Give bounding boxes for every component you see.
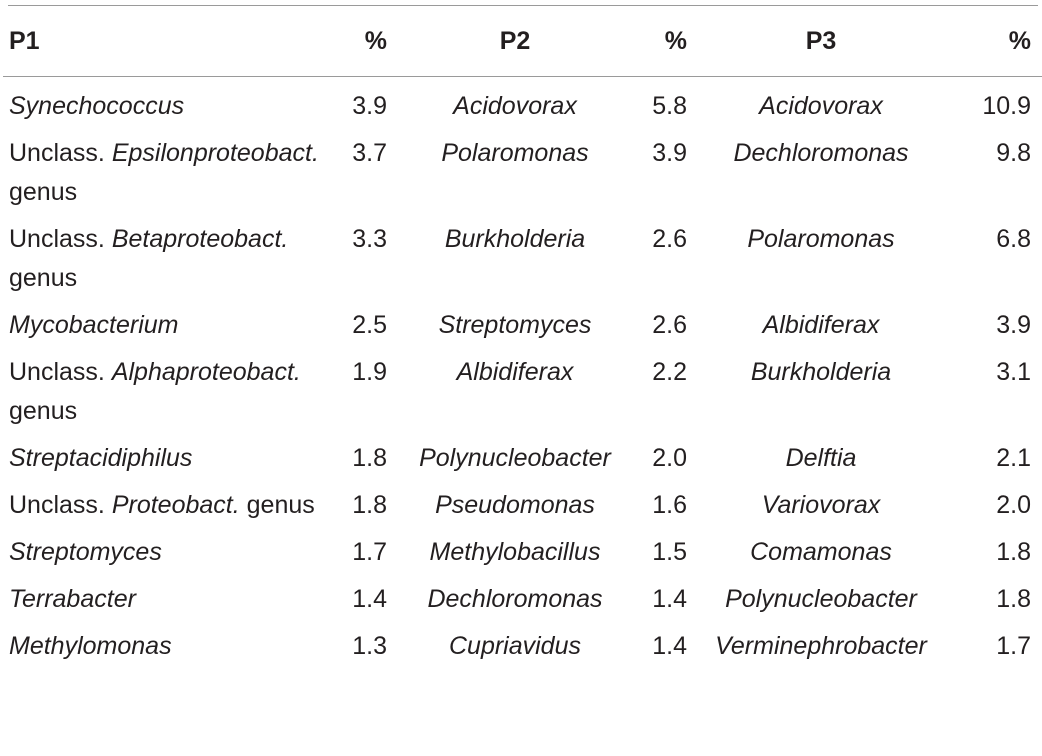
table-row (3, 220, 1042, 306)
cell-p3-percent: 1.8 (996, 585, 1031, 613)
genus-prefix: Unclass. (9, 139, 105, 167)
table-row (3, 353, 1042, 439)
genus-suffix: genus (9, 264, 78, 292)
cell-p1-percent: 3.3 (352, 225, 387, 253)
cell-p3-percent: 2.0 (996, 491, 1031, 519)
genus-prefix: Unclass. (9, 225, 105, 253)
cell-p3-genus: Comamonas (750, 538, 892, 566)
cell-p1-percent: 1.3 (352, 632, 387, 660)
cell-p2-percent: 3.9 (652, 139, 687, 167)
header-p3: P3 (691, 6, 951, 77)
cell-p1-percent: 3.7 (352, 139, 387, 167)
cell-p2-genus: Dechloromonas (427, 585, 603, 613)
header-p1: P1 (3, 6, 325, 77)
cell-p3-genus: Delftia (785, 444, 857, 472)
cell-p2-percent: 1.5 (652, 538, 687, 566)
cell-p3-percent: 6.8 (996, 225, 1031, 253)
genus-prefix: Unclass. (9, 491, 105, 519)
cell-p1-percent: 1.9 (352, 358, 387, 386)
cell-p1-percent: 1.8 (352, 491, 387, 519)
genus-prefix: Unclass. (9, 358, 105, 386)
cell-p3-genus: Acidovorax (759, 92, 883, 120)
cell-p2-percent: 1.6 (652, 491, 687, 519)
cell-p3-genus: Albidiferax (762, 311, 880, 339)
cell-p2-genus: Polaromonas (441, 139, 589, 167)
header-row (3, 6, 1042, 77)
cell-p1-percent: 1.4 (352, 585, 387, 613)
cell-p1-percent: 3.9 (352, 92, 387, 120)
genus-name: Epsilonproteobact. (111, 139, 319, 167)
cell-p3-genus: Burkholderia (750, 358, 892, 386)
cell-p3-genus: Polynucleobacter (725, 585, 917, 613)
table-row (3, 134, 1042, 220)
header-pct-p1: % (325, 6, 393, 77)
cell-p1-genus (3, 134, 325, 220)
cell-p2-genus: Pseudomonas (435, 491, 595, 519)
table-row (3, 486, 1042, 533)
cell-p1-percent: 2.5 (352, 311, 387, 339)
genus-name: Synechococcus (9, 92, 185, 120)
cell-p1-genus (3, 77, 325, 135)
cell-p2-genus: Acidovorax (453, 92, 577, 120)
cell-p2-percent: 5.8 (652, 92, 687, 120)
cell-p3-percent: 3.1 (996, 358, 1031, 386)
cell-p1-genus (3, 627, 325, 674)
cell-p1-genus (3, 306, 325, 353)
cell-p2-percent: 1.4 (652, 585, 687, 613)
cell-p2-percent: 2.2 (652, 358, 687, 386)
genera-abundance-table (3, 6, 1042, 674)
cell-p1-percent: 1.8 (352, 444, 387, 472)
header-p2: P2 (393, 6, 637, 77)
cell-p3-percent: 1.7 (996, 632, 1031, 660)
cell-p2-genus: Albidiferax (456, 358, 574, 386)
cell-p1-genus (3, 486, 325, 533)
cell-p1-genus (3, 580, 325, 627)
genus-suffix: genus (246, 491, 315, 519)
table-body (3, 77, 1042, 675)
genus-name: Alphaproteobact. (111, 358, 301, 386)
genus-name: Terrabacter (9, 585, 136, 613)
genus-name: Methylomonas (9, 632, 172, 660)
cell-p2-percent: 2.6 (652, 225, 687, 253)
table-header (3, 6, 1042, 77)
genus-name: Mycobacterium (9, 311, 179, 339)
cell-p2-genus: Methylobacillus (429, 538, 601, 566)
cell-p1-genus (3, 439, 325, 486)
cell-p2-percent: 2.6 (652, 311, 687, 339)
cell-p3-genus: Verminephrobacter (715, 632, 927, 660)
genus-name: Streptomyces (9, 538, 162, 566)
table-row (3, 77, 1042, 135)
cell-p2-genus: Cupriavidus (448, 632, 581, 660)
table-row (3, 533, 1042, 580)
cell-p3-genus: Polaromonas (747, 225, 895, 253)
cell-p1-genus (3, 533, 325, 580)
genus-suffix: genus (9, 178, 78, 206)
cell-p3-percent: 2.1 (996, 444, 1031, 472)
cell-p2-genus: Streptomyces (438, 311, 592, 339)
cell-p2-percent: 2.0 (652, 444, 687, 472)
cell-p1-percent: 1.7 (352, 538, 387, 566)
table-row (3, 306, 1042, 353)
cell-p3-percent: 1.8 (996, 538, 1031, 566)
genus-name: Streptacidiphilus (9, 444, 193, 472)
cell-p1-genus (3, 220, 325, 306)
cell-p3-percent: 3.9 (996, 311, 1031, 339)
cell-p1-genus (3, 353, 325, 439)
cell-p2-genus: Burkholderia (444, 225, 586, 253)
header-pct-p2: % (637, 6, 691, 77)
table-row (3, 627, 1042, 674)
cell-p2-genus: Polynucleobacter (419, 444, 611, 472)
cell-p3-genus: Variovorax (761, 491, 881, 519)
cell-p3-genus: Dechloromonas (733, 139, 909, 167)
cell-p3-percent: 9.8 (996, 139, 1031, 167)
table-row (3, 439, 1042, 486)
cell-p2-percent: 1.4 (652, 632, 687, 660)
genus-suffix: genus (9, 397, 78, 425)
cell-p3-percent: 10.9 (982, 92, 1031, 120)
genus-name: Proteobact. (111, 491, 240, 519)
genus-name: Betaproteobact. (111, 225, 289, 253)
header-pct-p3: % (951, 6, 1042, 77)
table-row (3, 580, 1042, 627)
